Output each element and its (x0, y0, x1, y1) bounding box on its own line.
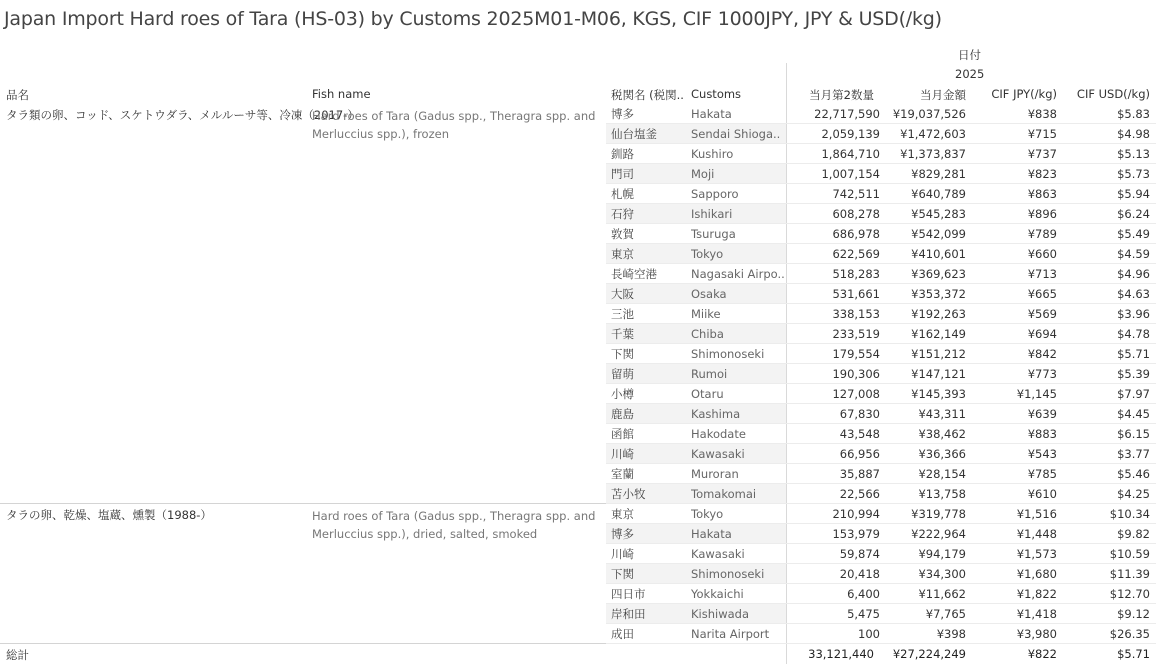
customs-name[interactable]: Kawasaki (691, 547, 745, 561)
cif-usd-cell[interactable]: $4.98 (1117, 127, 1150, 141)
amount-cell[interactable]: ¥151,212 (911, 347, 966, 361)
cif-usd-cell[interactable]: $9.82 (1117, 527, 1150, 541)
table-row[interactable] (606, 264, 1156, 284)
grand-total-qty[interactable]: 33,121,440 (808, 647, 874, 661)
table-row[interactable] (606, 624, 1156, 644)
customs-name-jp[interactable]: 千葉 (611, 327, 634, 341)
cif-usd-cell[interactable]: $5.94 (1117, 187, 1150, 201)
cif-jpy-cell[interactable]: ¥543 (1027, 447, 1057, 461)
customs-name[interactable]: Kushiro (691, 147, 734, 161)
cif-jpy-cell[interactable]: ¥1,822 (1016, 587, 1057, 601)
customs-name[interactable]: Kawasaki (691, 447, 745, 461)
amount-cell[interactable]: ¥36,366 (918, 447, 966, 461)
cif-jpy-cell[interactable]: ¥883 (1027, 427, 1057, 441)
table-row[interactable] (606, 584, 1156, 604)
cif-jpy-cell[interactable]: ¥1,145 (1016, 387, 1057, 401)
customs-name-jp[interactable]: 東京 (611, 247, 634, 261)
rows-group-frozen (606, 104, 1156, 504)
cif-usd-cell[interactable]: $3.96 (1117, 307, 1150, 321)
quantity-cell[interactable]: 43,548 (839, 427, 880, 441)
customs-name[interactable]: Narita Airport (691, 627, 770, 641)
table-row[interactable] (606, 544, 1156, 564)
customs-name-jp[interactable]: 敦賀 (611, 227, 634, 241)
amount-cell[interactable]: ¥28,154 (918, 467, 966, 481)
cif-usd-cell[interactable]: $6.24 (1117, 207, 1150, 221)
cif-usd-cell[interactable]: $10.59 (1109, 547, 1150, 561)
table-row[interactable] (606, 524, 1156, 544)
table-row[interactable] (606, 304, 1156, 324)
amount-cell[interactable]: ¥353,372 (911, 287, 966, 301)
item-name-jp[interactable]: タラ類の卵、コッド、スケトウダラ、メルルーサ等、冷凍（2017-） (6, 108, 359, 122)
customs-name[interactable]: Otaru (691, 387, 724, 401)
quantity-cell[interactable]: 622,569 (832, 247, 880, 261)
customs-name[interactable]: Shimonoseki (691, 347, 765, 361)
table-row[interactable] (606, 104, 1156, 124)
customs-name[interactable]: Tokyo (691, 507, 724, 521)
customs-name[interactable]: Tomakomai (691, 487, 757, 501)
customs-name-jp[interactable]: 小樽 (611, 387, 634, 401)
quantity-cell[interactable]: 59,874 (839, 547, 880, 561)
amount-cell[interactable]: ¥319,778 (911, 507, 966, 521)
table-row[interactable] (606, 244, 1156, 264)
quantity-cell[interactable]: 233,519 (832, 327, 880, 341)
quantity-cell[interactable]: 22,566 (839, 487, 880, 501)
quantity-cell[interactable]: 67,830 (839, 407, 880, 421)
table-row[interactable] (606, 444, 1156, 464)
item-group-dried (0, 504, 606, 644)
cif-usd-cell[interactable]: $5.83 (1117, 107, 1150, 121)
header-fish-name[interactable]: Fish name (312, 87, 371, 101)
cif-jpy-cell[interactable]: ¥785 (1027, 467, 1057, 481)
customs-name-jp[interactable]: 苫小牧 (611, 487, 646, 501)
amount-cell[interactable]: ¥1,472,603 (900, 127, 966, 141)
customs-rows (606, 104, 1156, 644)
quantity-cell[interactable]: 338,153 (832, 307, 880, 321)
customs-name[interactable]: Kashima (691, 407, 741, 421)
cif-jpy-cell[interactable]: ¥713 (1027, 267, 1057, 281)
customs-name-jp[interactable]: 東京 (611, 507, 634, 521)
amount-cell[interactable]: ¥398 (936, 627, 966, 641)
page-title: Japan Import Hard roes of Tara (HS-03) by Customs 2025M01-M06, KGS, CIF 1000JPY, JPY & USD(/kg) (4, 8, 942, 30)
cif-jpy-cell[interactable]: ¥1,573 (1016, 547, 1057, 561)
cif-jpy-cell[interactable]: ¥1,418 (1016, 607, 1057, 621)
customs-name-jp[interactable]: 門司 (611, 167, 634, 181)
table-row[interactable] (606, 604, 1156, 624)
quantity-cell[interactable]: 66,956 (839, 447, 880, 461)
quantity-cell[interactable]: 190,306 (832, 367, 880, 381)
amount-cell[interactable]: ¥145,393 (911, 387, 966, 401)
header-qty[interactable]: 当月第2数量 (809, 88, 874, 102)
grand-total-cif-jpy[interactable]: ¥822 (1027, 647, 1057, 661)
customs-name-jp[interactable]: 川崎 (611, 547, 634, 561)
customs-name-jp[interactable]: 仙台塩釜 (611, 127, 657, 141)
cif-usd-cell[interactable]: $4.78 (1117, 327, 1150, 341)
cif-jpy-cell[interactable]: ¥1,680 (1016, 567, 1057, 581)
header-cif-jpy[interactable]: CIF JPY(/kg) (991, 87, 1057, 101)
customs-name[interactable]: Moji (691, 167, 715, 181)
item-group-frozen (0, 104, 606, 504)
cif-jpy-cell[interactable]: ¥896 (1027, 207, 1057, 221)
cif-usd-cell[interactable]: $5.46 (1117, 467, 1150, 481)
table-row[interactable] (606, 344, 1156, 364)
header-amount[interactable]: 当月金額 (920, 88, 966, 102)
amount-cell[interactable]: ¥1,373,837 (900, 147, 966, 161)
quantity-cell[interactable]: 100 (858, 627, 880, 641)
customs-name[interactable]: Ishikari (691, 207, 733, 221)
quantity-cell[interactable]: 20,418 (839, 567, 880, 581)
cif-usd-cell[interactable]: $7.97 (1117, 387, 1150, 401)
cif-usd-cell[interactable]: $4.59 (1117, 247, 1150, 261)
cif-jpy-cell[interactable]: ¥3,980 (1016, 627, 1057, 641)
table-row[interactable] (606, 164, 1156, 184)
row-divider (606, 643, 1156, 644)
customs-name-jp[interactable]: 釧路 (611, 147, 634, 161)
customs-name-jp[interactable]: 石狩 (611, 207, 634, 221)
customs-name[interactable]: Hakata (691, 107, 732, 121)
amount-cell[interactable]: ¥369,623 (911, 267, 966, 281)
quantity-cell[interactable]: 6,400 (847, 587, 880, 601)
customs-name-jp[interactable]: 川崎 (611, 447, 634, 461)
cif-usd-cell[interactable]: $9.12 (1117, 607, 1150, 621)
customs-name-jp[interactable]: 札幌 (611, 187, 634, 201)
cif-jpy-cell[interactable]: ¥1,516 (1016, 507, 1057, 521)
cif-usd-cell[interactable]: $26.35 (1109, 627, 1150, 641)
customs-name[interactable]: Hakodate (691, 427, 746, 441)
cif-jpy-cell[interactable]: ¥1,448 (1016, 527, 1057, 541)
customs-name[interactable]: Muroran (691, 467, 739, 481)
cif-jpy-cell[interactable]: ¥639 (1027, 407, 1057, 421)
customs-name-jp[interactable]: 下関 (611, 567, 634, 581)
table-row[interactable] (606, 124, 1156, 144)
cif-usd-cell[interactable]: $12.70 (1109, 587, 1150, 601)
quantity-cell[interactable]: 1,007,154 (821, 167, 880, 181)
customs-name-jp[interactable]: 室蘭 (611, 467, 634, 481)
customs-name[interactable]: Miike (691, 307, 721, 321)
header-date-label: 日付 (958, 48, 981, 62)
cif-jpy-cell[interactable]: ¥610 (1027, 487, 1057, 501)
cif-jpy-cell[interactable]: ¥665 (1027, 287, 1057, 301)
cif-jpy-cell[interactable]: ¥569 (1027, 307, 1057, 321)
amount-cell[interactable]: ¥192,263 (911, 307, 966, 321)
amount-cell[interactable]: ¥11,662 (918, 587, 966, 601)
cif-jpy-cell[interactable]: ¥737 (1027, 147, 1057, 161)
quantity-cell[interactable]: 210,994 (832, 507, 880, 521)
cif-usd-cell[interactable]: $6.15 (1117, 427, 1150, 441)
table-row[interactable] (606, 404, 1156, 424)
table-row[interactable] (606, 424, 1156, 444)
customs-name-jp[interactable]: 下関 (611, 347, 634, 361)
cif-usd-cell[interactable]: $4.45 (1117, 407, 1150, 421)
amount-cell[interactable]: ¥640,789 (911, 187, 966, 201)
grand-total-amount[interactable]: ¥27,224,249 (892, 647, 966, 661)
quantity-cell[interactable]: 742,511 (832, 187, 880, 201)
cif-jpy-cell[interactable]: ¥694 (1027, 327, 1057, 341)
customs-name[interactable]: Yokkaichi (691, 587, 744, 601)
amount-cell[interactable]: ¥34,300 (918, 567, 966, 581)
cif-usd-cell[interactable]: $10.34 (1109, 507, 1150, 521)
table-row[interactable] (606, 384, 1156, 404)
quantity-cell[interactable]: 127,008 (832, 387, 880, 401)
header-year[interactable]: 2025 (955, 67, 985, 81)
amount-cell[interactable]: ¥545,283 (911, 207, 966, 221)
amount-cell[interactable]: ¥162,149 (911, 327, 966, 341)
amount-cell[interactable]: ¥19,037,526 (892, 107, 966, 121)
grand-total-cif-usd[interactable]: $5.71 (1117, 647, 1150, 661)
customs-name-jp[interactable]: 函館 (611, 427, 634, 441)
table-row[interactable] (606, 364, 1156, 384)
quantity-cell[interactable]: 179,554 (832, 347, 880, 361)
amount-cell[interactable]: ¥147,121 (911, 367, 966, 381)
amount-cell[interactable]: ¥222,964 (911, 527, 966, 541)
customs-name[interactable]: Tsuruga (691, 227, 736, 241)
cif-usd-cell[interactable]: $4.25 (1117, 487, 1150, 501)
cif-usd-cell[interactable]: $5.13 (1117, 147, 1150, 161)
customs-name-jp[interactable]: 博多 (611, 107, 634, 121)
customs-name[interactable]: Hakata (691, 527, 732, 541)
fish-name[interactable]: Hard roes of Tara (Gadus spp., Theragra spp. and Merluccius spp.), dried, salted, smoked (312, 509, 596, 541)
quantity-cell[interactable]: 531,661 (832, 287, 880, 301)
cif-usd-cell[interactable]: $5.71 (1117, 347, 1150, 361)
customs-name-jp[interactable]: 大阪 (611, 287, 634, 301)
customs-name-jp[interactable]: 四日市 (611, 587, 646, 601)
cif-usd-cell[interactable]: $5.73 (1117, 167, 1150, 181)
customs-name-jp[interactable]: 岸和田 (611, 607, 646, 621)
table-row[interactable] (606, 184, 1156, 204)
cif-usd-cell[interactable]: $5.39 (1117, 367, 1150, 381)
customs-name[interactable]: Rumoi (691, 367, 728, 381)
amount-cell[interactable]: ¥13,758 (918, 487, 966, 501)
cif-jpy-cell[interactable]: ¥823 (1027, 167, 1057, 181)
quantity-cell[interactable]: 518,283 (832, 267, 880, 281)
header-cif-usd[interactable]: CIF USD(/kg) (1076, 87, 1150, 101)
table-row[interactable] (606, 464, 1156, 484)
cif-usd-cell[interactable]: $5.49 (1117, 227, 1150, 241)
table-row[interactable] (606, 144, 1156, 164)
amount-cell[interactable]: ¥542,099 (911, 227, 966, 241)
customs-name[interactable]: Kishiwada (691, 607, 750, 621)
quantity-cell[interactable]: 22,717,590 (814, 107, 880, 121)
fish-name[interactable]: Hard roes of Tara (Gadus spp., Theragra spp. and Merluccius spp.), frozen (312, 109, 596, 141)
customs-name-jp[interactable]: 留萌 (611, 367, 634, 381)
quantity-cell[interactable]: 686,978 (832, 227, 880, 241)
customs-name[interactable]: Chiba (691, 327, 724, 341)
amount-cell[interactable]: ¥829,281 (911, 167, 966, 181)
customs-name[interactable]: Shimonoseki (691, 567, 765, 581)
table-row[interactable] (606, 284, 1156, 304)
grand-total-label: 総計 (6, 648, 29, 662)
cif-jpy-cell[interactable]: ¥660 (1027, 247, 1057, 261)
customs-name-jp[interactable]: 鹿島 (611, 407, 634, 421)
item-name-jp[interactable]: タラの卵、乾燥、塩蔵、燻製（1988-） (6, 508, 212, 522)
customs-name[interactable]: Sapporo (691, 187, 739, 201)
cif-jpy-cell[interactable]: ¥838 (1027, 107, 1057, 121)
table-row[interactable] (606, 224, 1156, 244)
amount-cell[interactable]: ¥43,311 (918, 407, 966, 421)
header-customs-jp[interactable]: 税関名 (税関.. (611, 88, 684, 102)
amount-cell[interactable]: ¥94,179 (918, 547, 966, 561)
customs-name-jp[interactable]: 長崎空港 (611, 267, 657, 281)
quantity-cell[interactable]: 5,475 (847, 607, 880, 621)
cif-usd-cell[interactable]: $4.96 (1117, 267, 1150, 281)
customs-name[interactable]: Sendai Shioga.. (691, 127, 781, 141)
customs-name[interactable]: Tokyo (691, 247, 724, 261)
table-row[interactable] (606, 504, 1156, 524)
quantity-cell[interactable]: 1,864,710 (821, 147, 880, 161)
quantity-cell[interactable]: 2,059,139 (821, 127, 880, 141)
customs-name[interactable]: Osaka (691, 287, 727, 301)
table-row[interactable] (606, 564, 1156, 584)
quantity-cell[interactable]: 153,979 (832, 527, 880, 541)
amount-cell[interactable]: ¥38,462 (918, 427, 966, 441)
cif-jpy-cell[interactable]: ¥863 (1027, 187, 1057, 201)
header-item-name[interactable]: 品名 (6, 88, 29, 102)
amount-cell[interactable]: ¥410,601 (911, 247, 966, 261)
quantity-cell[interactable]: 35,887 (839, 467, 880, 481)
cif-jpy-cell[interactable]: ¥842 (1027, 347, 1057, 361)
cif-usd-cell[interactable]: $4.63 (1117, 287, 1150, 301)
header-customs[interactable]: Customs (691, 87, 742, 101)
quantity-cell[interactable]: 608,278 (832, 207, 880, 221)
customs-name-jp[interactable]: 成田 (611, 627, 634, 641)
table-row[interactable] (606, 204, 1156, 224)
customs-name-jp[interactable]: 博多 (611, 527, 634, 541)
cif-usd-cell[interactable]: $3.77 (1117, 447, 1150, 461)
customs-name-jp[interactable]: 三池 (611, 307, 634, 321)
cif-usd-cell[interactable]: $11.39 (1109, 567, 1150, 581)
amount-cell[interactable]: ¥7,765 (925, 607, 966, 621)
table-row[interactable] (606, 484, 1156, 504)
customs-name[interactable]: Nagasaki Airpo.. (691, 267, 785, 281)
table-row[interactable] (606, 324, 1156, 344)
cif-jpy-cell[interactable]: ¥789 (1027, 227, 1057, 241)
cif-jpy-cell[interactable]: ¥773 (1027, 367, 1057, 381)
rows-group-dried (606, 504, 1156, 644)
cif-jpy-cell[interactable]: ¥715 (1027, 127, 1057, 141)
